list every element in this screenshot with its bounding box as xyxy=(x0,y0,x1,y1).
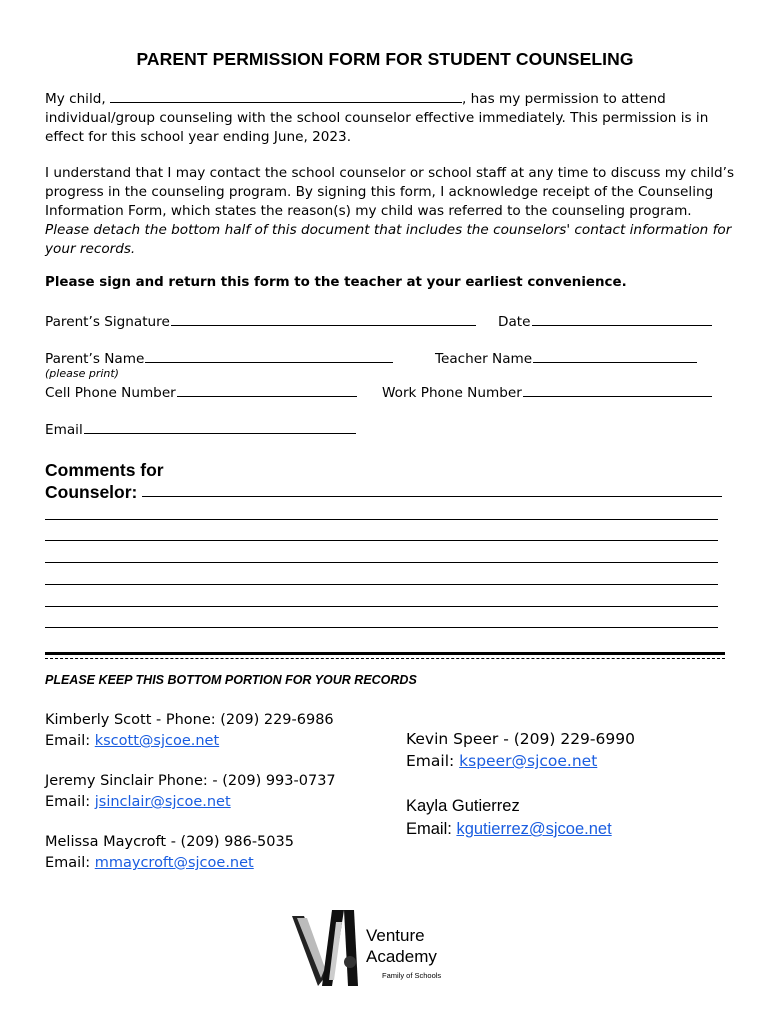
email-label: Email xyxy=(45,422,83,438)
detach-cut-line xyxy=(45,658,725,659)
logo-apple-icon xyxy=(344,956,356,968)
section-divider xyxy=(45,652,725,655)
email-link[interactable]: jsinclair@sjcoe.net xyxy=(94,794,231,810)
intro-line-2: individual/group counseling with the school counselor effective immediately. This permission is in xyxy=(45,110,709,126)
comment-line[interactable] xyxy=(45,584,718,585)
contact-name: Kevin Speer - (209) 229-6990 xyxy=(406,730,635,748)
parent-name-field[interactable] xyxy=(45,349,393,367)
comment-line[interactable] xyxy=(45,540,718,541)
comment-line[interactable] xyxy=(45,606,718,607)
email-blank[interactable] xyxy=(84,420,356,434)
contact-kevin-speer xyxy=(406,728,635,772)
logo-text-academy: Academy xyxy=(366,947,437,966)
understand-line-1: I understand that I may contact the school counselor or school staff at any time to discuss my child’s xyxy=(45,165,735,181)
parent-signature-field[interactable] xyxy=(45,312,476,330)
detach-line-1: Please detach the bottom half of this document that includes the counselors' contact information for xyxy=(45,222,732,238)
logo-text-venture: Venture xyxy=(366,926,425,945)
teacher-name-field[interactable] xyxy=(435,349,697,367)
email-link[interactable]: kscott@sjcoe.net xyxy=(94,733,220,749)
email-link[interactable]: kspeer@sjcoe.net xyxy=(459,752,598,770)
logo-v-shadow xyxy=(297,918,325,978)
contact-name: Kimberly Scott - Phone: (209) 229-6986 xyxy=(45,712,334,728)
keep-notice: PLEASE KEEP THIS BOTTOM PORTION FOR YOUR RECORDS xyxy=(45,673,417,687)
venture-academy-logo xyxy=(292,908,472,988)
email-label: Email: xyxy=(406,752,455,770)
child-name-blank[interactable] xyxy=(110,89,462,103)
return-instruction: Please sign and return this form to the teacher at your earliest convenience. xyxy=(45,275,627,290)
contact-name: Melissa Maycroft - (209) 986-5035 xyxy=(45,834,294,850)
work-phone-label: Work Phone Number xyxy=(382,385,522,401)
date-blank[interactable] xyxy=(532,312,712,326)
understand-line-2: progress in the counseling program. By signing this form, I acknowledge receipt of the Counseling xyxy=(45,184,714,200)
email-field[interactable] xyxy=(45,420,356,438)
comments-label-line-1: Comments for xyxy=(45,460,164,480)
parent-signature-blank[interactable] xyxy=(171,312,476,326)
parent-name-blank[interactable] xyxy=(145,349,393,363)
email-label: Email: xyxy=(406,820,452,838)
cell-phone-field[interactable] xyxy=(45,383,357,401)
cell-phone-blank[interactable] xyxy=(177,383,357,397)
cell-phone-label: Cell Phone Number xyxy=(45,385,176,401)
contact-name: Kayla Gutierrez xyxy=(406,797,520,815)
teacher-name-label: Teacher Name xyxy=(435,351,533,367)
comment-line[interactable] xyxy=(45,627,718,628)
detach-line-2: your records. xyxy=(45,241,136,257)
logo-tagline: Family of Schools xyxy=(382,971,442,980)
contact-jeremy-sinclair xyxy=(45,771,336,813)
contact-melissa-maycroft xyxy=(45,832,294,874)
form-title: PARENT PERMISSION FORM FOR STUDENT COUNSELING xyxy=(136,49,634,69)
email-link[interactable]: mmaycroft@sjcoe.net xyxy=(94,855,254,871)
contact-kimberly-scott xyxy=(45,710,334,752)
contact-kayla-gutierrez xyxy=(406,795,612,841)
understand-line-3: Information Form, which states the reason(s) my child was referred to the counseling program. xyxy=(45,203,692,219)
parent-name-label: Parent’s Name xyxy=(45,351,145,367)
logo-a-right-stroke xyxy=(344,910,358,986)
intro-prefix: My child, xyxy=(45,91,106,107)
email-label: Email: xyxy=(45,855,91,871)
email-link[interactable]: kgutierrez@sjcoe.net xyxy=(456,820,612,838)
date-label: Date xyxy=(498,314,531,330)
please-print-note: (please print) xyxy=(45,367,119,380)
email-label: Email: xyxy=(45,794,91,810)
intro-line-3: effect for this school year ending June, 2023. xyxy=(45,129,352,145)
comment-line[interactable] xyxy=(142,496,722,497)
email-label: Email: xyxy=(45,733,91,749)
intro-paragraph xyxy=(45,89,735,147)
contact-name: Jeremy Sinclair Phone: - (209) 993-0737 xyxy=(45,773,336,789)
comments-label-line-2: Counselor: xyxy=(45,482,138,502)
comment-line[interactable] xyxy=(45,562,718,563)
teacher-name-blank[interactable] xyxy=(533,349,697,363)
date-field[interactable] xyxy=(498,312,712,330)
intro-suffix: , has my permission to attend xyxy=(462,91,666,107)
work-phone-field[interactable] xyxy=(382,383,712,401)
understand-paragraph xyxy=(45,164,735,259)
work-phone-blank[interactable] xyxy=(523,383,712,397)
parent-signature-label: Parent’s Signature xyxy=(45,314,170,330)
comment-line[interactable] xyxy=(45,519,718,520)
